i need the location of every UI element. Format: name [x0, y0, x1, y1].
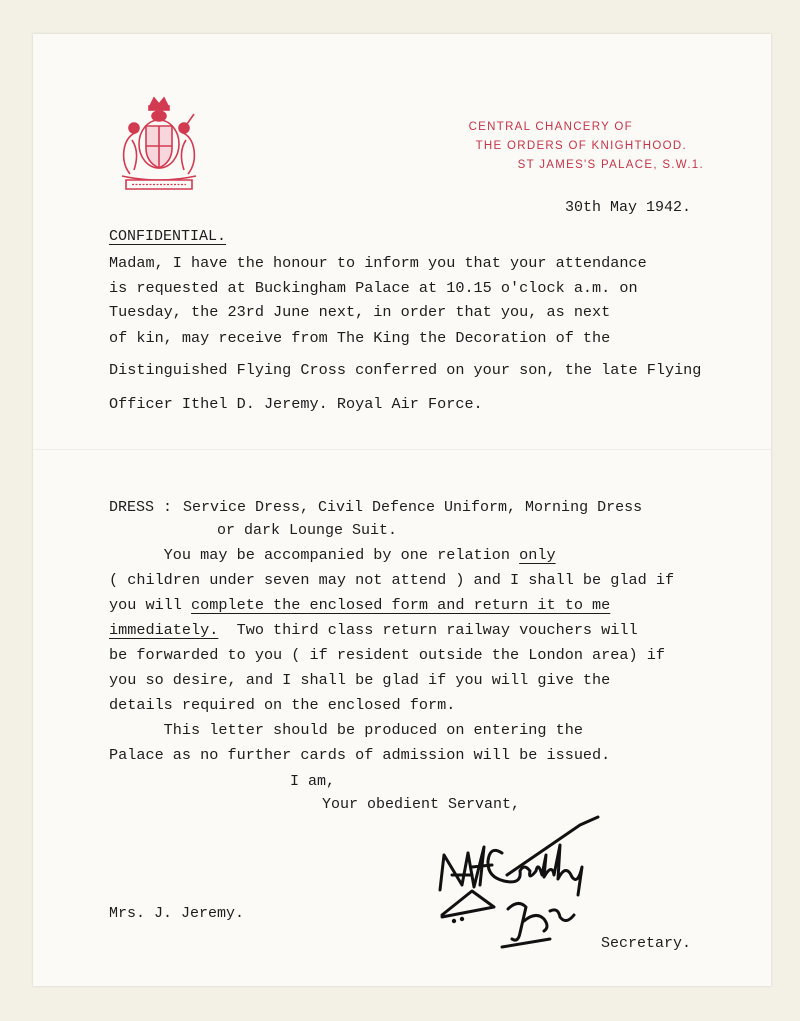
letterhead-line-1: CENTRAL CHANCERY OF — [468, 121, 633, 133]
paragraph-2-line: ( children under seven may not attend ) and I shall be glad if — [109, 571, 675, 589]
underlined-immediately: immediately. — [109, 621, 219, 639]
royal-coat-of-arms-icon — [110, 92, 208, 196]
dress-text: Service Dress, Civil Defence Uniform, Morning Dress — [183, 499, 643, 516]
dress-label: DRESS : — [109, 499, 173, 516]
handwritten-signature — [432, 815, 607, 955]
paragraph-2-text: Two third class return railway vouchers will — [218, 621, 638, 639]
closing-line-1: I am, — [290, 773, 336, 790]
paragraph-3-line: This letter should be produced on entering the — [109, 721, 583, 739]
paragraph-1-line: is requested at Buckingham Palace at 10.15 o'clock a.m. on — [109, 279, 638, 297]
underlined-instruction: complete the enclosed form and return it to me — [191, 596, 611, 614]
paragraph-2-text: You may be accompanied by one relation — [109, 546, 520, 564]
paragraph-1-line: Distinguished Flying Cross conferred on your son, the late Flying — [109, 361, 702, 379]
paragraph-2-line: be forwarded to you ( if resident outside the London area) if — [109, 646, 665, 664]
dress-continuation: or dark Lounge Suit. — [217, 522, 398, 539]
confidential-heading: CONFIDENTIAL. — [109, 228, 227, 245]
paragraph-1-line: of kin, may receive from The King the Decoration of the — [109, 329, 611, 347]
letterhead-line-2: THE ORDERS OF KNIGHTHOOD. — [475, 140, 687, 152]
letter-date: 30th May 1942. — [565, 199, 692, 216]
paragraph-2-line — [109, 596, 610, 614]
recipient-name: Mrs. J. Jeremy. — [109, 905, 245, 922]
paragraph-2-line — [109, 546, 556, 564]
underlined-only: only — [519, 546, 556, 564]
paragraph-1-line: Madam, I have the honour to inform you that your attendance — [109, 254, 647, 272]
closing-line-2: Your obedient Servant, — [322, 796, 521, 813]
letterhead — [469, 118, 704, 175]
paragraph-2-line — [109, 621, 638, 639]
paragraph-2-line: details required on the enclosed form. — [109, 696, 456, 714]
paragraph-1-line: Officer Ithel D. Jeremy. Royal Air Force. — [109, 395, 483, 413]
paragraph-2-line: you so desire, and I shall be glad if you will give the — [109, 671, 611, 689]
paper-fold — [33, 449, 771, 450]
paragraph-3-line: Palace as no further cards of admission will be issued. — [109, 746, 611, 764]
paragraph-2-text: you will — [109, 596, 192, 614]
paragraph-1-line: Tuesday, the 23rd June next, in order that you, as next — [109, 303, 611, 321]
signatory-title: Secretary. — [601, 935, 692, 952]
letterhead-line-3: ST JAMES'S PALACE, S.W.1. — [517, 159, 704, 171]
